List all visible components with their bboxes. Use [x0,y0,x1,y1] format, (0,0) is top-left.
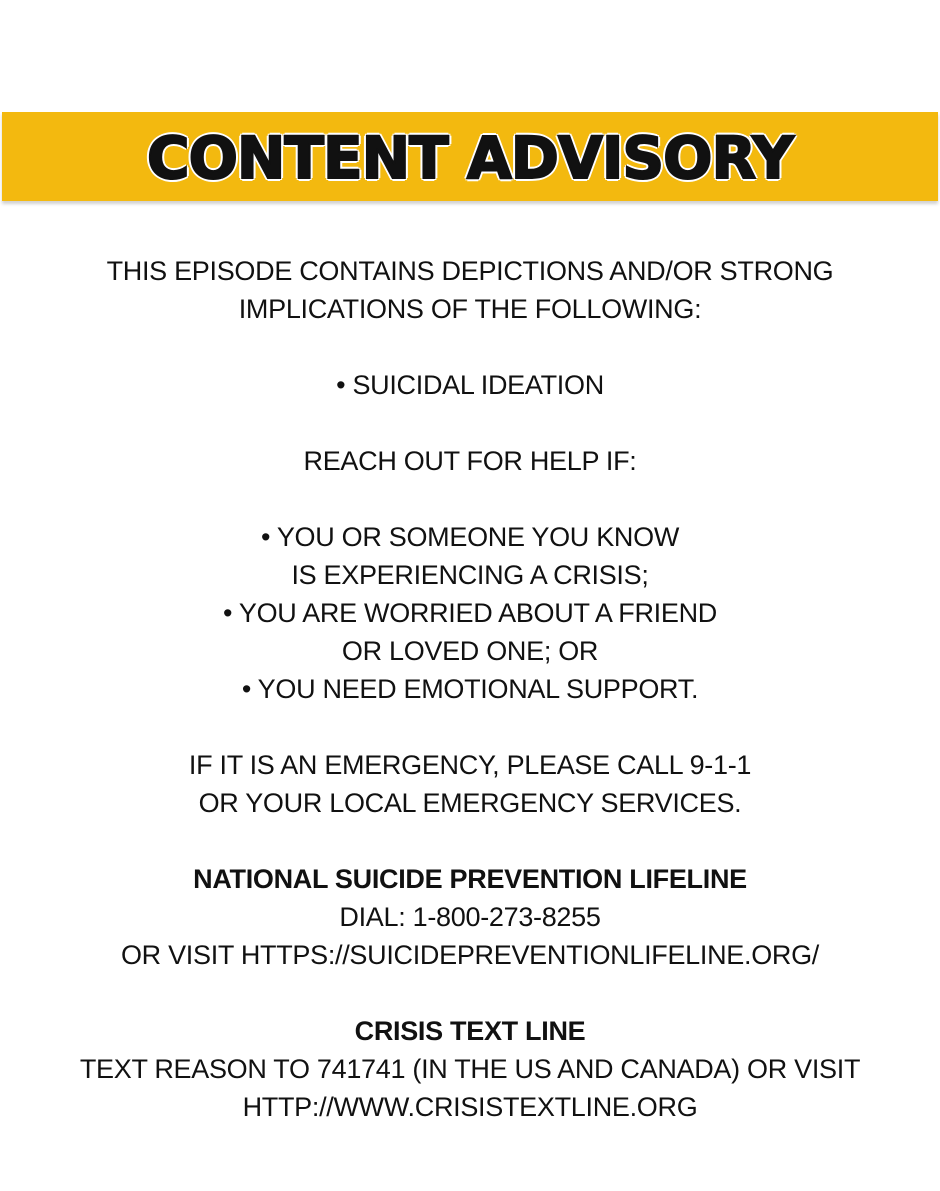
intro-block [0,252,940,328]
lifeline-block [0,860,940,974]
lifeline-visit: OR VISIT HTTPS://SUICIDEPREVENTIONLIFELINE.ORG/ [120,940,820,970]
reach-out-item: • YOU NEED EMOTIONAL SUPPORT. [241,674,699,704]
advisory-title: CONTENT ADVISORY [147,123,793,192]
reach-out-heading-block [0,442,940,480]
intro-line: IMPLICATIONS OF THE FOLLOWING: [238,294,702,324]
intro-line: THIS EPISODE CONTAINS DEPICTIONS AND/OR STRONG [106,256,834,286]
topics-list [0,366,940,404]
reach-out-list [0,518,940,708]
emergency-line: IF IT IS AN EMERGENCY, PLEASE CALL 9-1-1 [188,750,752,780]
lifeline-name: NATIONAL SUICIDE PREVENTION LIFELINE [193,864,747,894]
reach-out-item: • YOU OR SOMEONE YOU KNOW [260,522,679,552]
reach-out-heading: REACH OUT FOR HELP IF: [303,446,637,476]
advisory-body [0,252,940,1126]
crisis-text-line1: TEXT REASON TO 741741 (IN THE US AND CANADA) OR VISIT [79,1054,861,1084]
crisis-text-name: CRISIS TEXT LINE [354,1016,586,1046]
lifeline-dial: DIAL: 1-800-273-8255 [339,902,601,932]
reach-out-item: OR LOVED ONE; OR [341,636,599,666]
advisory-banner [2,112,938,201]
emergency-line: OR YOUR LOCAL EMERGENCY SERVICES. [198,788,742,818]
topic-item: • SUICIDAL IDEATION [336,370,604,400]
crisis-text-line2: HTTP://WWW.CRISISTEXTLINE.ORG [242,1092,698,1122]
crisis-text-block [0,1012,940,1126]
emergency-block [0,746,940,822]
reach-out-item: IS EXPERIENCING A CRISIS; [291,560,649,590]
reach-out-item: • YOU ARE WORRIED ABOUT A FRIEND [223,598,717,628]
